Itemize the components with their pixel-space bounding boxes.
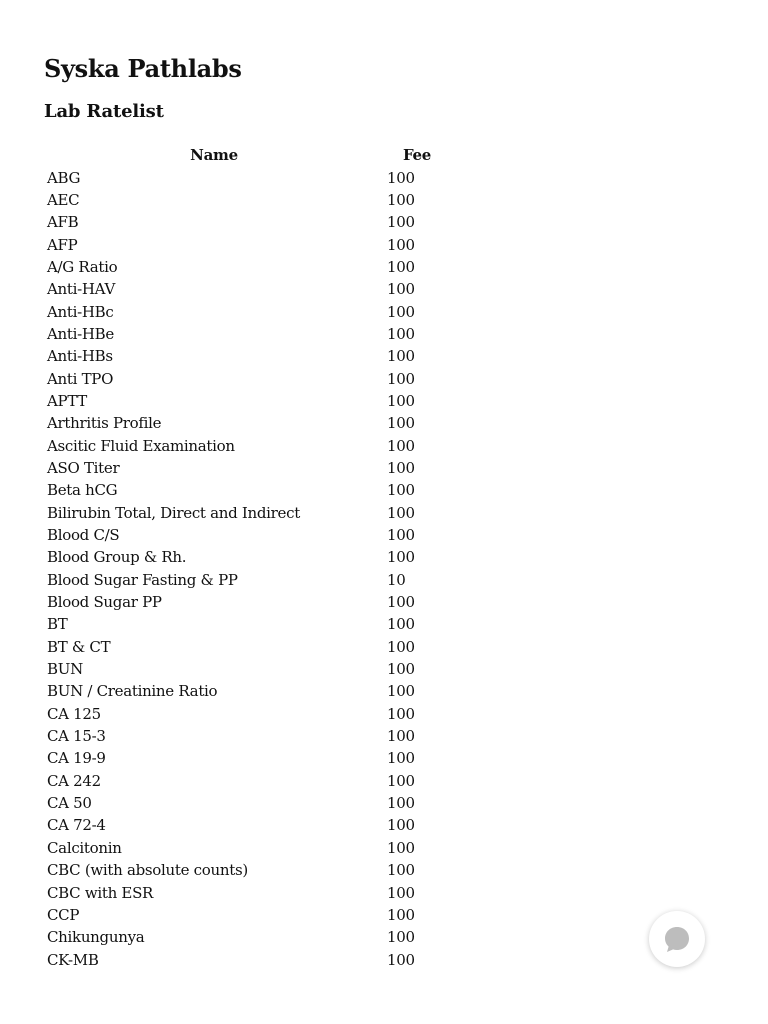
table-row <box>44 390 450 412</box>
test-name-cell: ASO Titer <box>47 458 120 477</box>
test-fee-cell: 10 <box>387 570 406 589</box>
test-fee-cell: 100 <box>387 391 415 410</box>
table-row <box>44 211 450 233</box>
test-fee-cell: 100 <box>387 526 415 545</box>
test-fee-cell: 100 <box>387 704 415 723</box>
chat-button[interactable] <box>649 911 705 967</box>
test-fee-cell: 100 <box>387 615 415 634</box>
table-row <box>44 814 450 836</box>
test-name-cell: ABG <box>47 168 81 187</box>
test-name-cell: CA 125 <box>47 704 101 723</box>
test-name-cell: BT & CT <box>47 637 111 656</box>
table-row <box>44 546 450 568</box>
test-name-cell: Anti TPO <box>47 369 114 388</box>
test-name-cell: CA 72-4 <box>47 816 106 835</box>
table-row <box>44 166 450 188</box>
test-name-cell: BUN / Creatinine Ratio <box>47 682 218 701</box>
table-row <box>44 367 450 389</box>
test-fee-cell: 100 <box>387 682 415 701</box>
test-name-cell: Ascitic Fluid Examination <box>47 436 235 455</box>
table-row <box>44 189 450 211</box>
page-subtitle: Lab Ratelist <box>44 101 164 122</box>
test-fee-cell: 100 <box>387 503 415 522</box>
table-row <box>44 300 450 322</box>
table-row <box>44 256 450 278</box>
table-header-row <box>44 144 450 166</box>
test-name-cell: CBC (with absolute counts) <box>47 861 248 880</box>
test-fee-cell: 100 <box>387 861 415 880</box>
test-fee-cell: 100 <box>387 905 415 924</box>
table-row <box>44 457 450 479</box>
table-row <box>44 591 450 613</box>
test-fee-cell: 100 <box>387 749 415 768</box>
test-fee-cell: 100 <box>387 324 415 343</box>
test-name-cell: Bilirubin Total, Direct and Indirect <box>47 503 300 522</box>
chat-bubble-icon <box>663 925 691 953</box>
table-row <box>44 904 450 926</box>
test-fee-cell: 100 <box>387 347 415 366</box>
test-name-cell: Blood Sugar PP <box>47 593 162 612</box>
table-row <box>44 345 450 367</box>
test-fee-cell: 100 <box>387 660 415 679</box>
test-name-cell: Beta hCG <box>47 481 118 500</box>
table-row <box>44 926 450 948</box>
test-fee-cell: 100 <box>387 369 415 388</box>
table-row <box>44 412 450 434</box>
test-fee-cell: 100 <box>387 794 415 813</box>
ratelist-table <box>44 144 450 971</box>
test-fee-cell: 100 <box>387 280 415 299</box>
table-row <box>44 323 450 345</box>
table-row <box>44 502 450 524</box>
table-row <box>44 233 450 255</box>
test-name-cell: Anti-HBc <box>47 302 114 321</box>
table-row <box>44 479 450 501</box>
test-fee-cell: 100 <box>387 637 415 656</box>
test-fee-cell: 100 <box>387 213 415 232</box>
test-name-cell: CA 50 <box>47 794 92 813</box>
table-row <box>44 948 450 970</box>
test-fee-cell: 100 <box>387 481 415 500</box>
test-fee-cell: 100 <box>387 235 415 254</box>
table-row <box>44 434 450 456</box>
test-fee-cell: 100 <box>387 950 415 969</box>
test-fee-cell: 100 <box>387 883 415 902</box>
table-row <box>44 725 450 747</box>
test-fee-cell: 100 <box>387 548 415 567</box>
table-row <box>44 837 450 859</box>
test-fee-cell: 100 <box>387 168 415 187</box>
test-name-cell: Blood Sugar Fasting & PP <box>47 570 238 589</box>
table-row <box>44 881 450 903</box>
test-name-cell: Chikungunya <box>47 928 145 947</box>
table-row <box>44 859 450 881</box>
test-name-cell: BUN <box>47 660 83 679</box>
test-name-cell: CA 242 <box>47 771 101 790</box>
table-row <box>44 792 450 814</box>
test-fee-cell: 100 <box>387 302 415 321</box>
table-row <box>44 524 450 546</box>
test-name-cell: CCP <box>47 905 80 924</box>
test-fee-cell: 100 <box>387 771 415 790</box>
test-fee-cell: 100 <box>387 414 415 433</box>
test-fee-cell: 100 <box>387 436 415 455</box>
table-row <box>44 569 450 591</box>
test-name-cell: CBC with ESR <box>47 883 154 902</box>
column-header-name: Name <box>190 146 238 165</box>
table-row <box>44 278 450 300</box>
test-fee-cell: 100 <box>387 593 415 612</box>
test-name-cell: Anti-HBe <box>47 324 114 343</box>
table-row <box>44 747 450 769</box>
test-fee-cell: 100 <box>387 816 415 835</box>
test-name-cell: Calcitonin <box>47 838 122 857</box>
test-fee-cell: 100 <box>387 190 415 209</box>
table-row <box>44 658 450 680</box>
test-fee-cell: 100 <box>387 257 415 276</box>
test-name-cell: AEC <box>47 190 80 209</box>
test-name-cell: Anti-HAV <box>47 280 115 299</box>
test-name-cell: BT <box>47 615 68 634</box>
test-name-cell: AFP <box>47 235 78 254</box>
test-name-cell: CA 19-9 <box>47 749 106 768</box>
test-fee-cell: 100 <box>387 727 415 746</box>
test-name-cell: A/G Ratio <box>47 257 118 276</box>
test-fee-cell: 100 <box>387 928 415 947</box>
table-row <box>44 703 450 725</box>
test-name-cell: AFB <box>47 213 79 232</box>
table-row <box>44 613 450 635</box>
test-name-cell: Anti-HBs <box>47 347 113 366</box>
test-name-cell: CK-MB <box>47 950 99 969</box>
test-fee-cell: 100 <box>387 458 415 477</box>
test-name-cell: Arthritis Profile <box>47 414 162 433</box>
test-fee-cell: 100 <box>387 838 415 857</box>
test-name-cell: Blood Group & Rh. <box>47 548 187 567</box>
table-row <box>44 636 450 658</box>
test-name-cell: CA 15-3 <box>47 727 106 746</box>
table-body <box>44 166 450 970</box>
page-title: Syska Pathlabs <box>44 54 242 83</box>
table-header <box>44 144 450 166</box>
table-row <box>44 770 450 792</box>
test-name-cell: APTT <box>47 391 88 410</box>
test-name-cell: Blood C/S <box>47 526 120 545</box>
column-header-fee: Fee <box>402 146 432 165</box>
table-row <box>44 680 450 702</box>
